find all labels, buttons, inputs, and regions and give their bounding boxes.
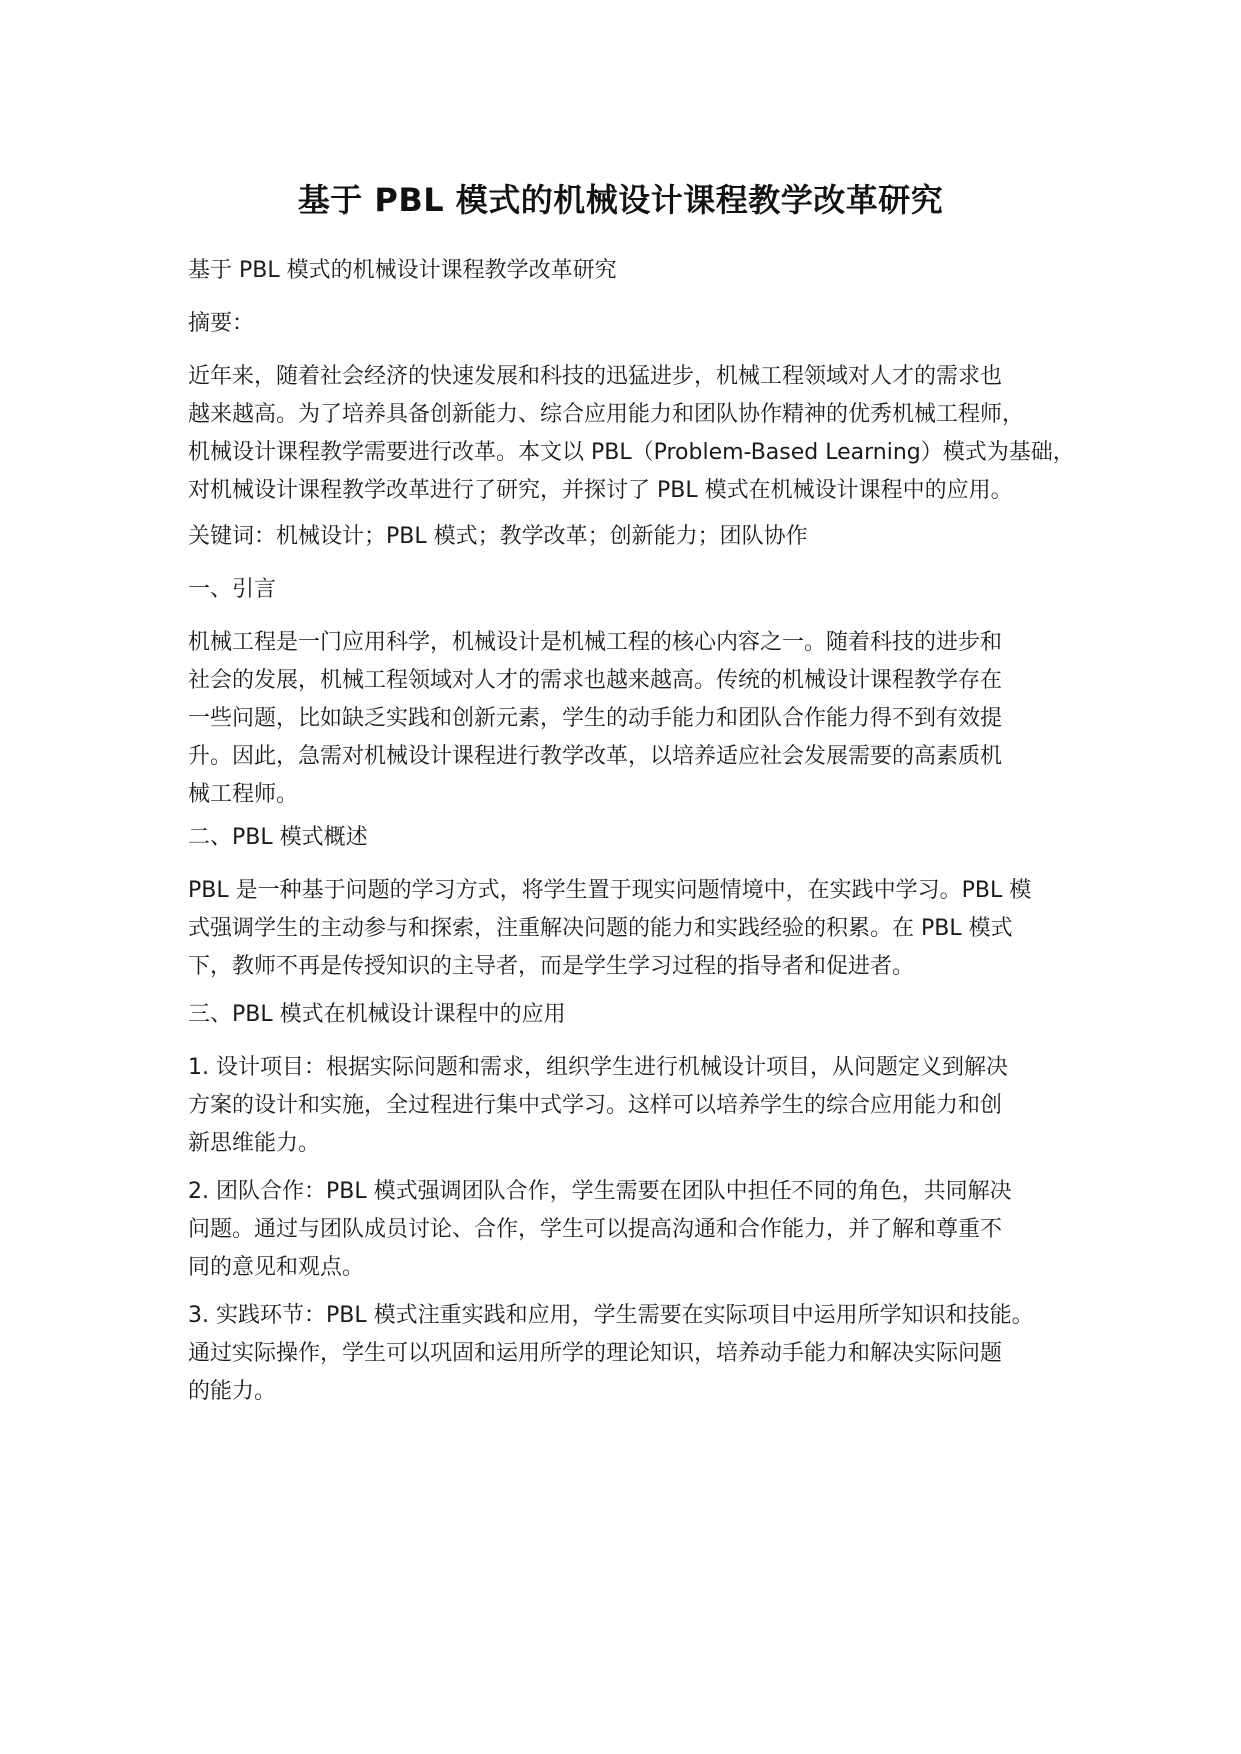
subtitle-block <box>188 252 1088 290</box>
list-item: 2. 团队合作：PBL 模式强调团队合作，学生需要在团队中担任不同的角色，共同解决 问题。通过与团队成员讨论、合作，学生可以提高沟通和合作能力，并了解和尊重不 同的意见和观点。 <box>188 1179 1012 1280</box>
page-title: 基于 PBL 模式的机械设计课程教学改革研究 <box>297 181 944 219</box>
keywords-block <box>188 518 1088 556</box>
section-paragraph: 机械工程是一门应用科学，机械设计是机械工程的核心内容之一。随着科技的进步和 社会的发展，机械工程领域对人才的需求也越来越高。传统的机械设计课程教学存在 一些问题，比如缺乏实践和创新元素，学生的动手能力和团队合作能力得不到有效提 升。因此，急需对机械设计课程进行教学改革，以培养适应社会发展需要的高素质机 械工程师。 <box>188 630 1003 807</box>
subtitle: 基于 PBL 模式的机械设计课程教学改革研究 <box>188 258 617 283</box>
section2-body-block <box>188 872 1088 986</box>
section2-heading-block <box>188 819 1088 857</box>
list-item-1 <box>188 1049 1088 1163</box>
abstract-label-block <box>188 305 1088 343</box>
section1-body-block <box>188 624 1088 814</box>
section-heading: 一、引言 <box>188 577 277 602</box>
list-item: 1. 设计项目：根据实际问题和需求，组织学生进行机械设计项目，从问题定义到解决 方案的设计和实施，全过程进行集中式学习。这样可以培养学生的综合应用能力和创 新思维能力。 <box>188 1055 1008 1156</box>
section1-heading-block <box>188 571 1088 609</box>
keywords: 关键词：机械设计；PBL 模式；教学改革；创新能力；团队协作 <box>188 524 808 549</box>
list-item: 3. 实践环节：PBL 模式注重实践和应用，学生需要在实际项目中运用所学知识和技能。 通过实际操作，学生可以巩固和运用所学的理论知识，培养动手能力和解决实际问题 的能力。 <box>188 1303 1034 1404</box>
abstract-label: 摘要： <box>188 311 255 336</box>
section3-heading-block <box>188 996 1088 1034</box>
section-paragraph: PBL 是一种基于问题的学习方式，将学生置于现实问题情境中，在实践中学习。PBL 模 式强调学生的主动参与和探索，注重解决问题的能力和实践经验的积累。在 PBL 模式 下，教师不再是传授知识的主导者，而是学生学习过程的指导者和促进者。 <box>188 878 1032 979</box>
list-item-2 <box>188 1173 1088 1287</box>
abstract-block <box>188 358 1088 510</box>
list-item-3 <box>188 1297 1088 1411</box>
section-heading: 三、PBL 模式在机械设计课程中的应用 <box>188 1002 566 1027</box>
section-heading: 二、PBL 模式概述 <box>188 825 368 850</box>
abstract-text: 近年来，随着社会经济的快速发展和科技的迅猛进步，机械工程领域对人才的需求也 越来越高。为了培养具备创新能力、综合应用能力和团队协作精神的优秀机械工程师， 机械设计课程教学需要进行改革。本文以 PBL（Problem-Based Learning）模式为基础， 对机械设计课程教学改革进行了研究，并探讨了 PBL 模式在机械设计课程中的应用。 <box>188 364 1075 503</box>
